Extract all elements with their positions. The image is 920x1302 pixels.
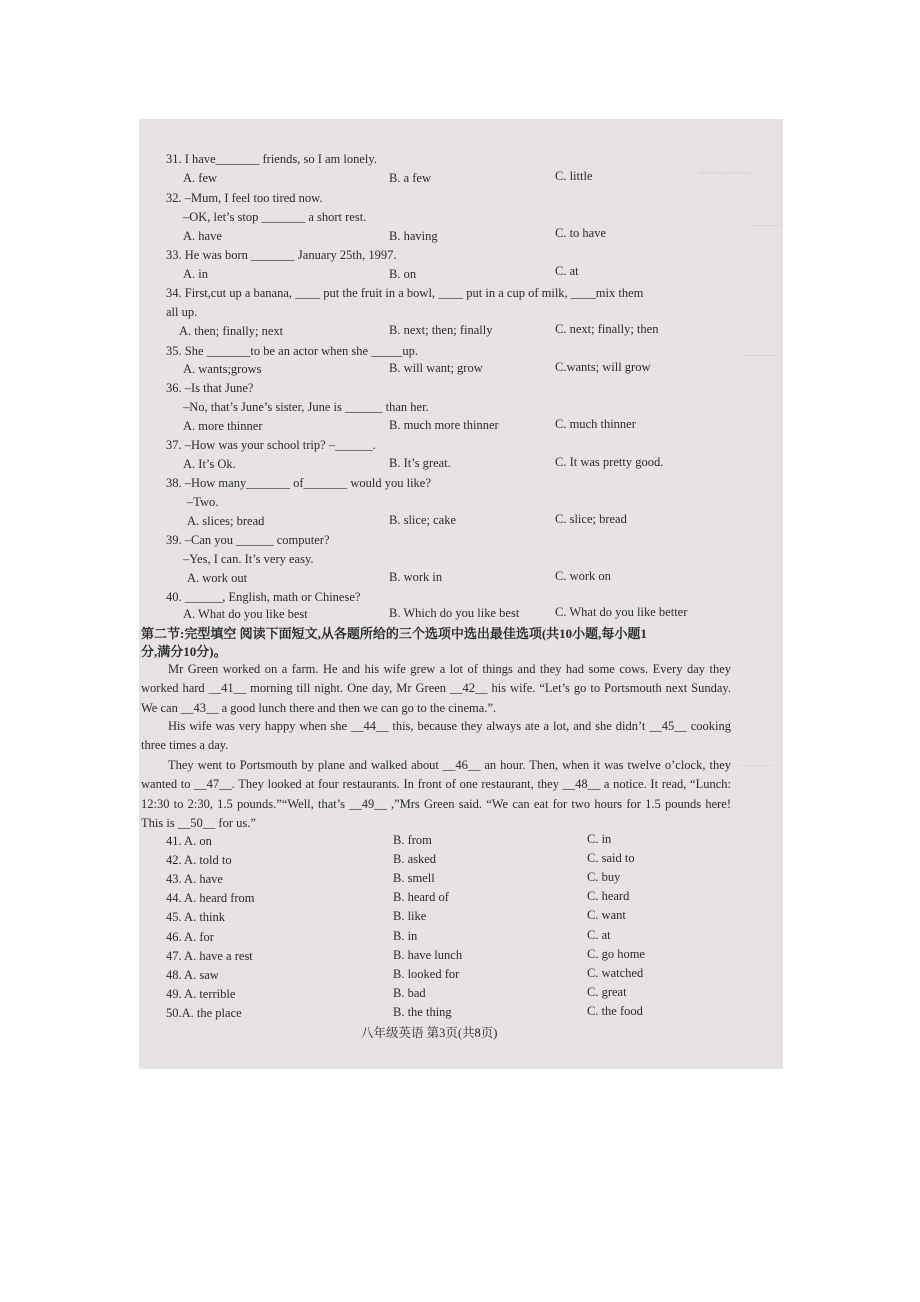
cloze-42-a: 42. A. told to [166,853,232,867]
question-38: 38. –How many_______ of_______ would you like? [166,476,431,490]
passage-paragraph-3: They went to Portsmouth by plane and walked about __46__ an hour. Then, when it was twelve o’clock, they wanted to __47__. They looked at four restaurants. In front of one restaurant, they __48__ a notice. It read, “Lunch: 12:30 to 2:30, 1.5 pounds.”“Well, that’s __49__ ,”Mrs Green said. “We can eat for two hours for 1.5 pounds here! This is __50__ for us.” [141,758,731,830]
section-heading: 第二节:完型填空 阅读下面短文,从各题所给的三个选项中选出最佳选项(共10小题,每小题1 [141,626,647,641]
section-heading-line-2: 分,满分10分)。 [141,644,227,659]
option-38-a: A. slices; bread [187,514,265,528]
option-35-c: C.wants; will grow [555,360,651,374]
bleed-through-mark: ——— [739,759,772,771]
option-38-b: B. slice; cake [389,513,456,527]
cloze-41-b: B. from [393,833,432,847]
cloze-48-a: 48. A. saw [166,968,219,982]
cloze-50-a: 50.A. the place [166,1006,242,1020]
option-37-c: C. It was pretty good. [555,455,664,469]
option-37-b: B. It’s great. [389,456,451,470]
cloze-42-c: C. said to [587,851,635,865]
option-31-b: B. a few [389,171,431,185]
option-34-a: A. then; finally; next [179,324,284,338]
option-40-a: A. What do you like best [183,607,308,621]
question-31: 31. I have_______ friends, so I am lonely. [166,152,377,166]
cloze-44-c: C. heard [587,889,630,903]
question-39: 39. –Can you ______ computer? [166,533,330,547]
option-32-c: C. to have [555,226,607,240]
question-32: 32. –Mum, I feel too tired now. [166,191,323,205]
option-34-b: B. next; then; finally [389,323,493,337]
option-33-a: A. in [183,267,208,281]
option-35-b: B. will want; grow [389,361,483,375]
question-35: 35. She _______to be an actor when she _____up. [166,344,419,358]
question-36-line-2: –No, that’s June’s sister, June is ______ than her. [183,400,429,414]
option-40-b: B. Which do you like best [389,606,520,620]
option-35-a: A. wants;grows [183,362,262,376]
cloze-46-b: B. in [393,929,418,943]
cloze-46-a: 46. A. for [166,930,214,944]
page-footer: 八年级英语 第3页(共8页) [361,1026,498,1040]
cloze-47-a: 47. A. have a rest [166,949,253,963]
cloze-41-a: 41. A. on [166,834,212,848]
cloze-43-b: B. smell [393,871,435,885]
cloze-41-c: C. in [587,832,612,846]
option-32-a: A. have [183,229,222,243]
option-39-a: A. work out [187,571,248,585]
option-36-a: A. more thinner [183,419,263,433]
cloze-47-b: B. have lunch [393,948,463,962]
option-32-b: B. having [389,229,438,243]
option-36-b: B. much more thinner [389,418,499,432]
option-39-c: C. work on [555,569,611,583]
cloze-50-b: B. the thing [393,1005,452,1019]
question-37: 37. –How was your school trip? –______. [166,438,376,452]
cloze-45-b: B. like [393,909,427,923]
option-39-b: B. work in [389,570,443,584]
question-36: 36. –Is that June? [166,381,254,395]
option-34-c: C. next; finally; then [555,322,659,336]
bleed-through-mark: ~~~~~~~~~ [699,167,753,179]
cloze-49-a: 49. A. terrible [166,987,236,1001]
question-34: 34. First,cut up a banana, ____ put the fruit in a bowl, ____ put in a cup of milk, ____mix them [166,286,644,300]
option-31-a: A. few [183,171,218,185]
question-32-line-2: –OK, let’s stop _______ a short rest. [183,210,367,224]
bleed-through-mark: ——— [749,219,782,231]
option-40-c: C. What do you like better [555,605,688,619]
cloze-46-c: C. at [587,928,611,942]
bleed-through-mark: ——— [744,349,777,361]
cloze-43-a: 43. A. have [166,872,223,886]
cloze-49-c: C. great [587,985,627,999]
cloze-45-c: C. want [587,908,626,922]
option-37-a: A. It’s Ok. [183,457,236,471]
question-34-line-2: all up. [166,305,198,319]
cloze-50-c: C. the food [587,1004,643,1018]
question-39-line-2: –Yes, I can. It’s very easy. [183,552,314,566]
question-33: 33. He was born _______ January 25th, 1997. [166,248,397,262]
cloze-48-b: B. looked for [393,967,460,981]
cloze-49-b: B. bad [393,986,426,1000]
option-31-c: C. little [555,169,593,183]
cloze-44-a: 44. A. heard from [166,891,255,905]
option-33-b: B. on [389,267,417,281]
option-33-c: C. at [555,264,579,278]
cloze-42-b: B. asked [393,852,437,866]
cloze-45-a: 45. A. think [166,910,226,924]
cloze-44-b: B. heard of [393,890,449,904]
question-38-line-2: –Two. [187,495,219,509]
cloze-48-c: C. watched [587,966,644,980]
passage-paragraph-1: Mr Green worked on a farm. He and his wife grew a lot of things and they had some cows. Every day they worked hard __41__ morning till night. One day, Mr Green __42__ his wife. “Let’s go to Portsmouth next Sunday. We can __43__ a good lunch there and then we can go to the cinema.”. [141,662,731,715]
cloze-47-c: C. go home [587,947,645,961]
option-38-c: C. slice; bread [555,512,627,526]
question-40: 40. ______, English, math or Chinese? [166,590,361,604]
option-36-c: C. much thinner [555,417,636,431]
cloze-43-c: C. buy [587,870,621,884]
passage-paragraph-2: His wife was very happy when she __44__ this, because they always ate a lot, and she didn’t __45__ cooking three times a day. [141,719,731,753]
exam-page [139,119,783,1069]
